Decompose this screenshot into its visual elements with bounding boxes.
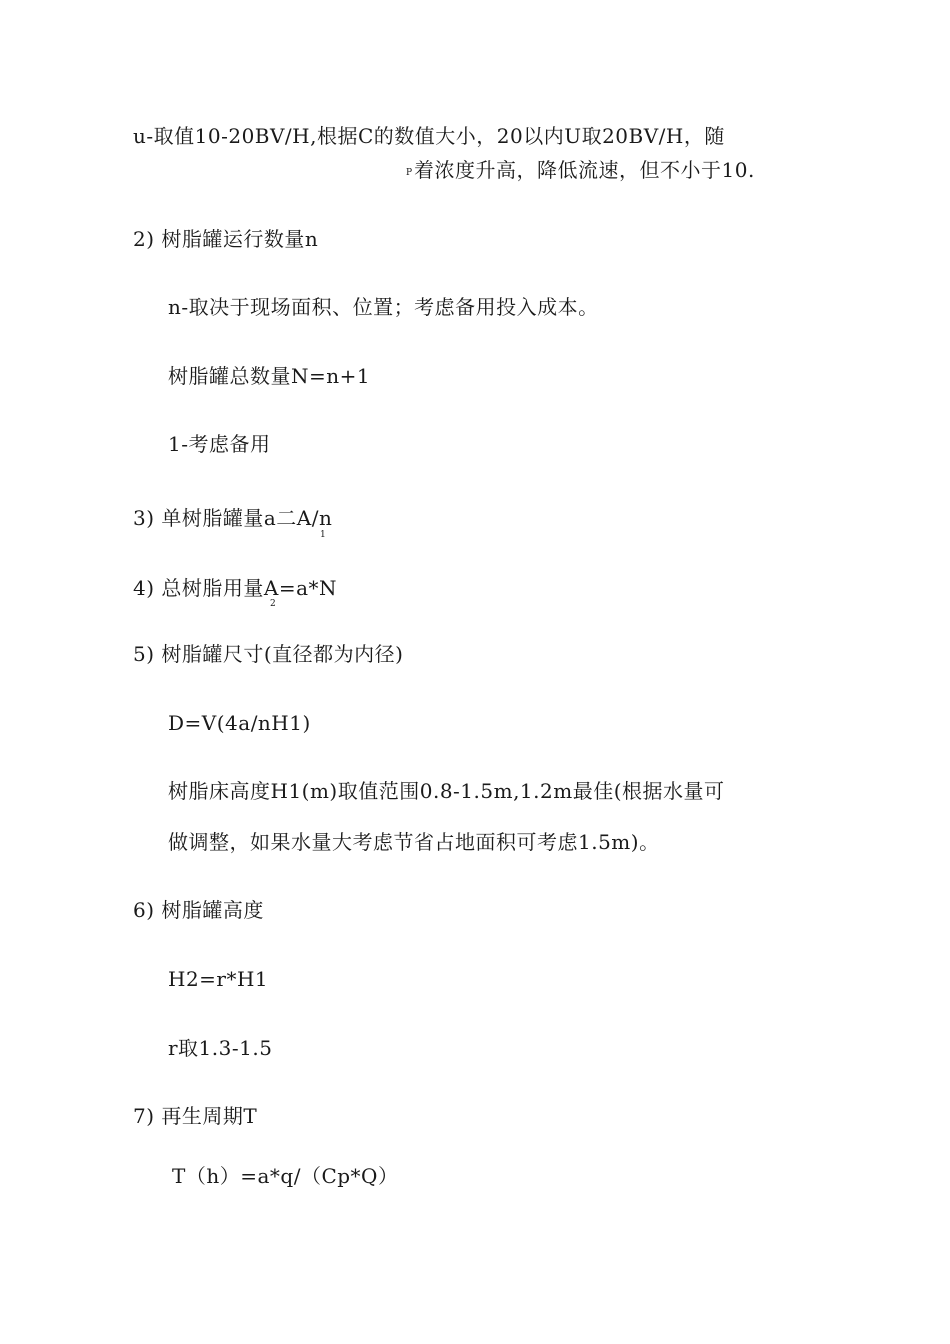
item-2-line-2: 树脂罐总数量N=n+1 <box>168 364 371 388</box>
item-4-title: 4) 总树脂用量A=a*N <box>133 576 338 600</box>
item-7-title: 7) 再生周期T <box>133 1104 258 1128</box>
subscript-p: P <box>406 168 413 178</box>
item-6-formula: H2=r*H1 <box>168 967 269 991</box>
item-5-note-1: 树脂床高度H1(m)取值范围0.8-1.5m,1.2m最佳(根据水量可 <box>168 779 725 803</box>
item-2-line-3: 1-考虑备用 <box>168 432 271 456</box>
item-2-title: 2) 树脂罐运行数量n <box>133 227 319 251</box>
item-3-title: 3) 单树脂罐量a二A/n <box>133 506 333 530</box>
item-2-line-1: n-取决于现场面积、位置；考虑备用投入成本。 <box>168 295 599 319</box>
item-6-note: r取1.3-1.5 <box>168 1036 273 1060</box>
item-3-subscript: 1 <box>320 530 326 540</box>
item-4-subscript: 2 <box>270 599 276 609</box>
text-line-u-continued: 着浓度升高，降低流速，但不小于10. <box>414 158 755 182</box>
item-6-title: 6) 树脂罐高度 <box>133 898 264 922</box>
item-5-note-2: 做调整，如果水量大考虑节省占地面积可考虑1.5m)。 <box>168 830 660 854</box>
item-5-title: 5) 树脂罐尺寸(直径都为内径) <box>133 642 404 666</box>
text-line-u-range: u-取值10-20BV/H,根据C的数值大小，20以内U取20BV/H，随 <box>133 124 725 148</box>
item-7-formula: T（h）=a*q/（Cp*Q） <box>172 1164 399 1188</box>
item-5-formula: D=V(4a/nH1) <box>168 711 311 735</box>
